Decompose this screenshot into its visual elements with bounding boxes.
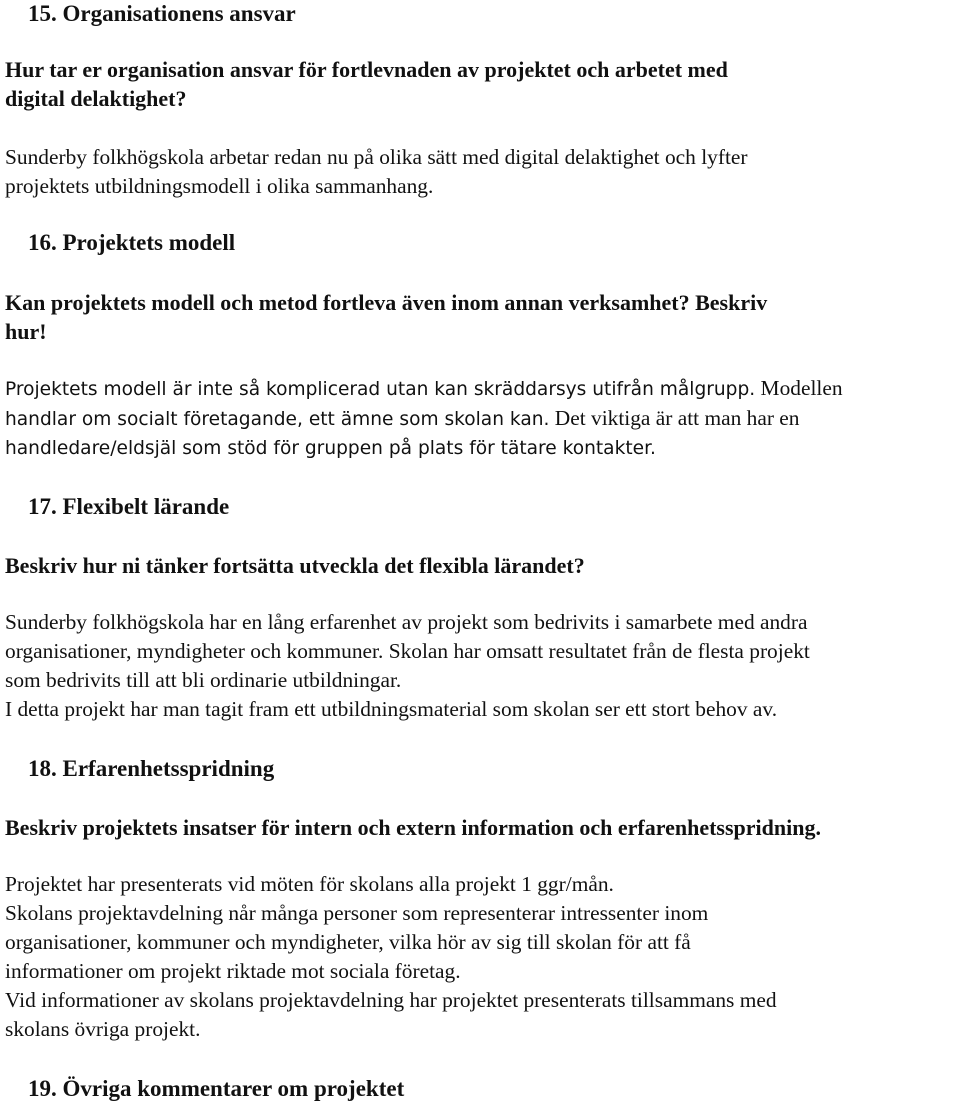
section-16-question-line: Kan projektets modell och metod fortleva även inom annan verksamhet? Beskriv bbox=[5, 290, 768, 315]
section-16-heading: 16. Projektets modell bbox=[28, 230, 236, 255]
section-15-question-line: digital delaktighet? bbox=[5, 86, 187, 111]
section-18-question-line: Beskriv projektets insatser för intern och extern information och erfarenhetsspridning. bbox=[5, 815, 821, 840]
answer-text-serif: Modellen bbox=[755, 376, 843, 400]
section-17-answer-line: som bedrivits till att bli ordinarie utbildningar. bbox=[5, 668, 402, 692]
section-18-answer-line: Skolans projektavdelning når många personer som representerar intressenter inom bbox=[5, 901, 709, 925]
answer-text-sans: handlar om socialt företagande, ett ämne som skolan kan. bbox=[5, 409, 550, 430]
section-15-question-line: Hur tar er organisation ansvar för fortlevnaden av projektet och arbetet med bbox=[5, 57, 728, 82]
section-18-answer-line: skolans övriga projekt. bbox=[5, 1017, 201, 1041]
section-16-question bbox=[5, 288, 767, 346]
section-15-answer-line: Sunderby folkhögskola arbetar redan nu på olika sätt med digital delaktighet och lyfter bbox=[5, 145, 748, 169]
section-18-heading: 18. Erfarenhetsspridning bbox=[28, 756, 275, 781]
section-16-answer bbox=[5, 374, 843, 463]
section-18-answer-line: Projektet har presenterats vid möten för skolans alla projekt 1 ggr/mån. bbox=[5, 872, 614, 896]
section-17-question-line: Beskriv hur ni tänker fortsätta utveckla det flexibla lärandet? bbox=[5, 553, 585, 578]
section-16-answer-line bbox=[5, 404, 843, 434]
section-18-question bbox=[5, 813, 821, 842]
section-15-question bbox=[5, 55, 728, 113]
section-16-answer-line bbox=[5, 374, 843, 404]
answer-text-serif: Det viktiga är att man har en bbox=[549, 406, 800, 430]
section-15-answer-line: projektets utbildningsmodell i olika sammanhang. bbox=[5, 174, 434, 198]
section-15-heading: 15. Organisationens ansvar bbox=[28, 1, 296, 26]
section-17-answer bbox=[5, 608, 810, 724]
section-18-answer-line: Vid informationer av skolans projektavdelning har projektet presenterats tillsammans med bbox=[5, 988, 777, 1012]
section-16-question-line: hur! bbox=[5, 319, 47, 344]
section-17-heading: 17. Flexibelt lärande bbox=[28, 494, 230, 519]
section-16-answer-line: handledare/eldsjäl som stöd för gruppen på plats för tätare kontakter. bbox=[5, 438, 656, 459]
section-18-answer-line: informationer om projekt riktade mot sociala företag. bbox=[5, 959, 461, 983]
section-17-answer-line: organisationer, myndigheter och kommuner. Skolan har omsatt resultatet från de flesta projekt bbox=[5, 639, 810, 663]
section-18-answer bbox=[5, 870, 777, 1044]
section-19-heading: 19. Övriga kommentarer om projektet bbox=[28, 1076, 405, 1101]
section-18-answer-line: organisationer, kommuner och myndigheter, vilka hör av sig till skolan för att få bbox=[5, 930, 691, 954]
section-17-answer-line: Sunderby folkhögskola har en lång erfarenhet av projekt som bedrivits i samarbete med andra bbox=[5, 610, 808, 634]
answer-text-sans: Projektets modell är inte så komplicerad utan kan skräddarsys utifrån målgrupp. bbox=[5, 379, 756, 400]
section-17-answer-line: I detta projekt har man tagit fram ett utbildningsmaterial som skolan ser ett stort behov av. bbox=[5, 697, 778, 721]
section-15-answer bbox=[5, 143, 748, 201]
section-17-question bbox=[5, 551, 585, 580]
